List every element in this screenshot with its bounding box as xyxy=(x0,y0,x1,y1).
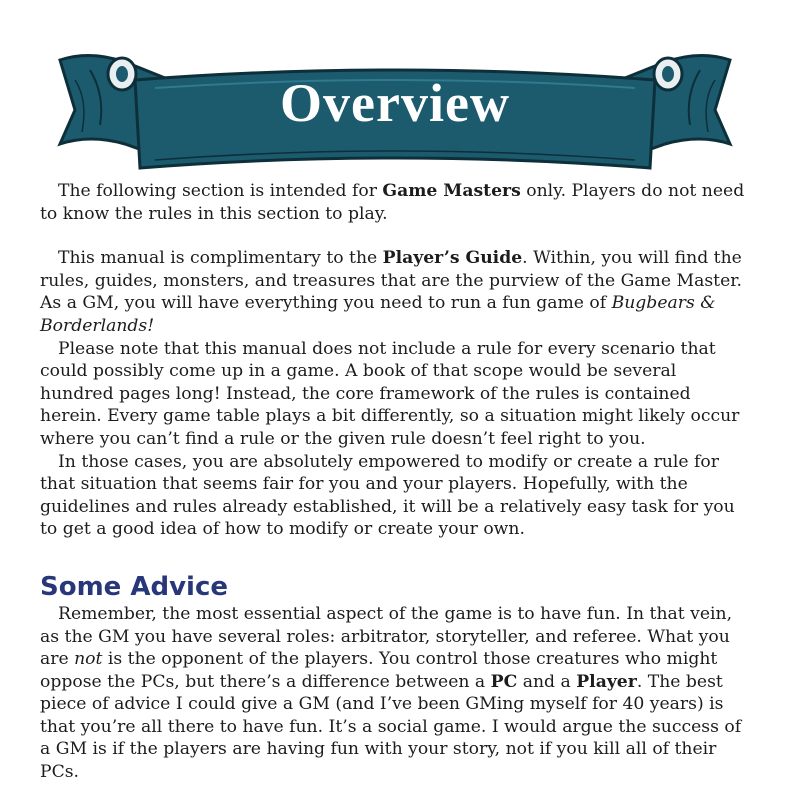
section-heading-some-advice: Some Advice xyxy=(40,571,229,602)
advice-paragraph: Remember, the most essential aspect of the game is to have fun. In that vein, as the GM you have several roles: arbitrator, storyteller, and referee. What you are not is the opponent of the players. You control those creatures who might oppose the PCs, but there’s a difference between a PC and a Player. The best piece of advice I could give a GM (and I’ve been GMing myself for 40 years) is that you’re all there to have fun. It’s a social game. I would argue the success of a GM is if the players are having fun with your story, not if you kill all of their PCs. xyxy=(40,603,742,783)
page-title: Overview xyxy=(280,73,510,133)
intro-paragraph-2: This manual is complimentary to the Player’s Guide. Within, you will find the rules, guides, monsters, and treasures that are the purview of the Game Master. As a GM, you will have everything you need to run a fun game of Bugbears & Borderlands! xyxy=(40,248,743,336)
intro-paragraph-1: The following section is intended for Game Masters only. Players do not need to know the rules in this section to play. xyxy=(40,181,745,224)
title-banner xyxy=(30,40,760,180)
document-body xyxy=(40,180,752,784)
intro-paragraph-3: Please note that this manual does not include a rule for every scenario that could possibly come up in a game. A book of that scope would be several hundred pages long! Instead, the core framework of the rules is contained herein. Every game table plays a bit differently, so a situation might likely occur where you can’t find a rule or the given rule doesn’t feel right to you. xyxy=(40,338,740,449)
intro-paragraph-4: In those cases, you are absolutely empowered to modify or create a rule for that situation that seems fair for you and your players. Hopefully, with the guidelines and rules already established, it will be a relatively easy task for you to get a good idea of how to modify or create your own. xyxy=(40,451,735,540)
